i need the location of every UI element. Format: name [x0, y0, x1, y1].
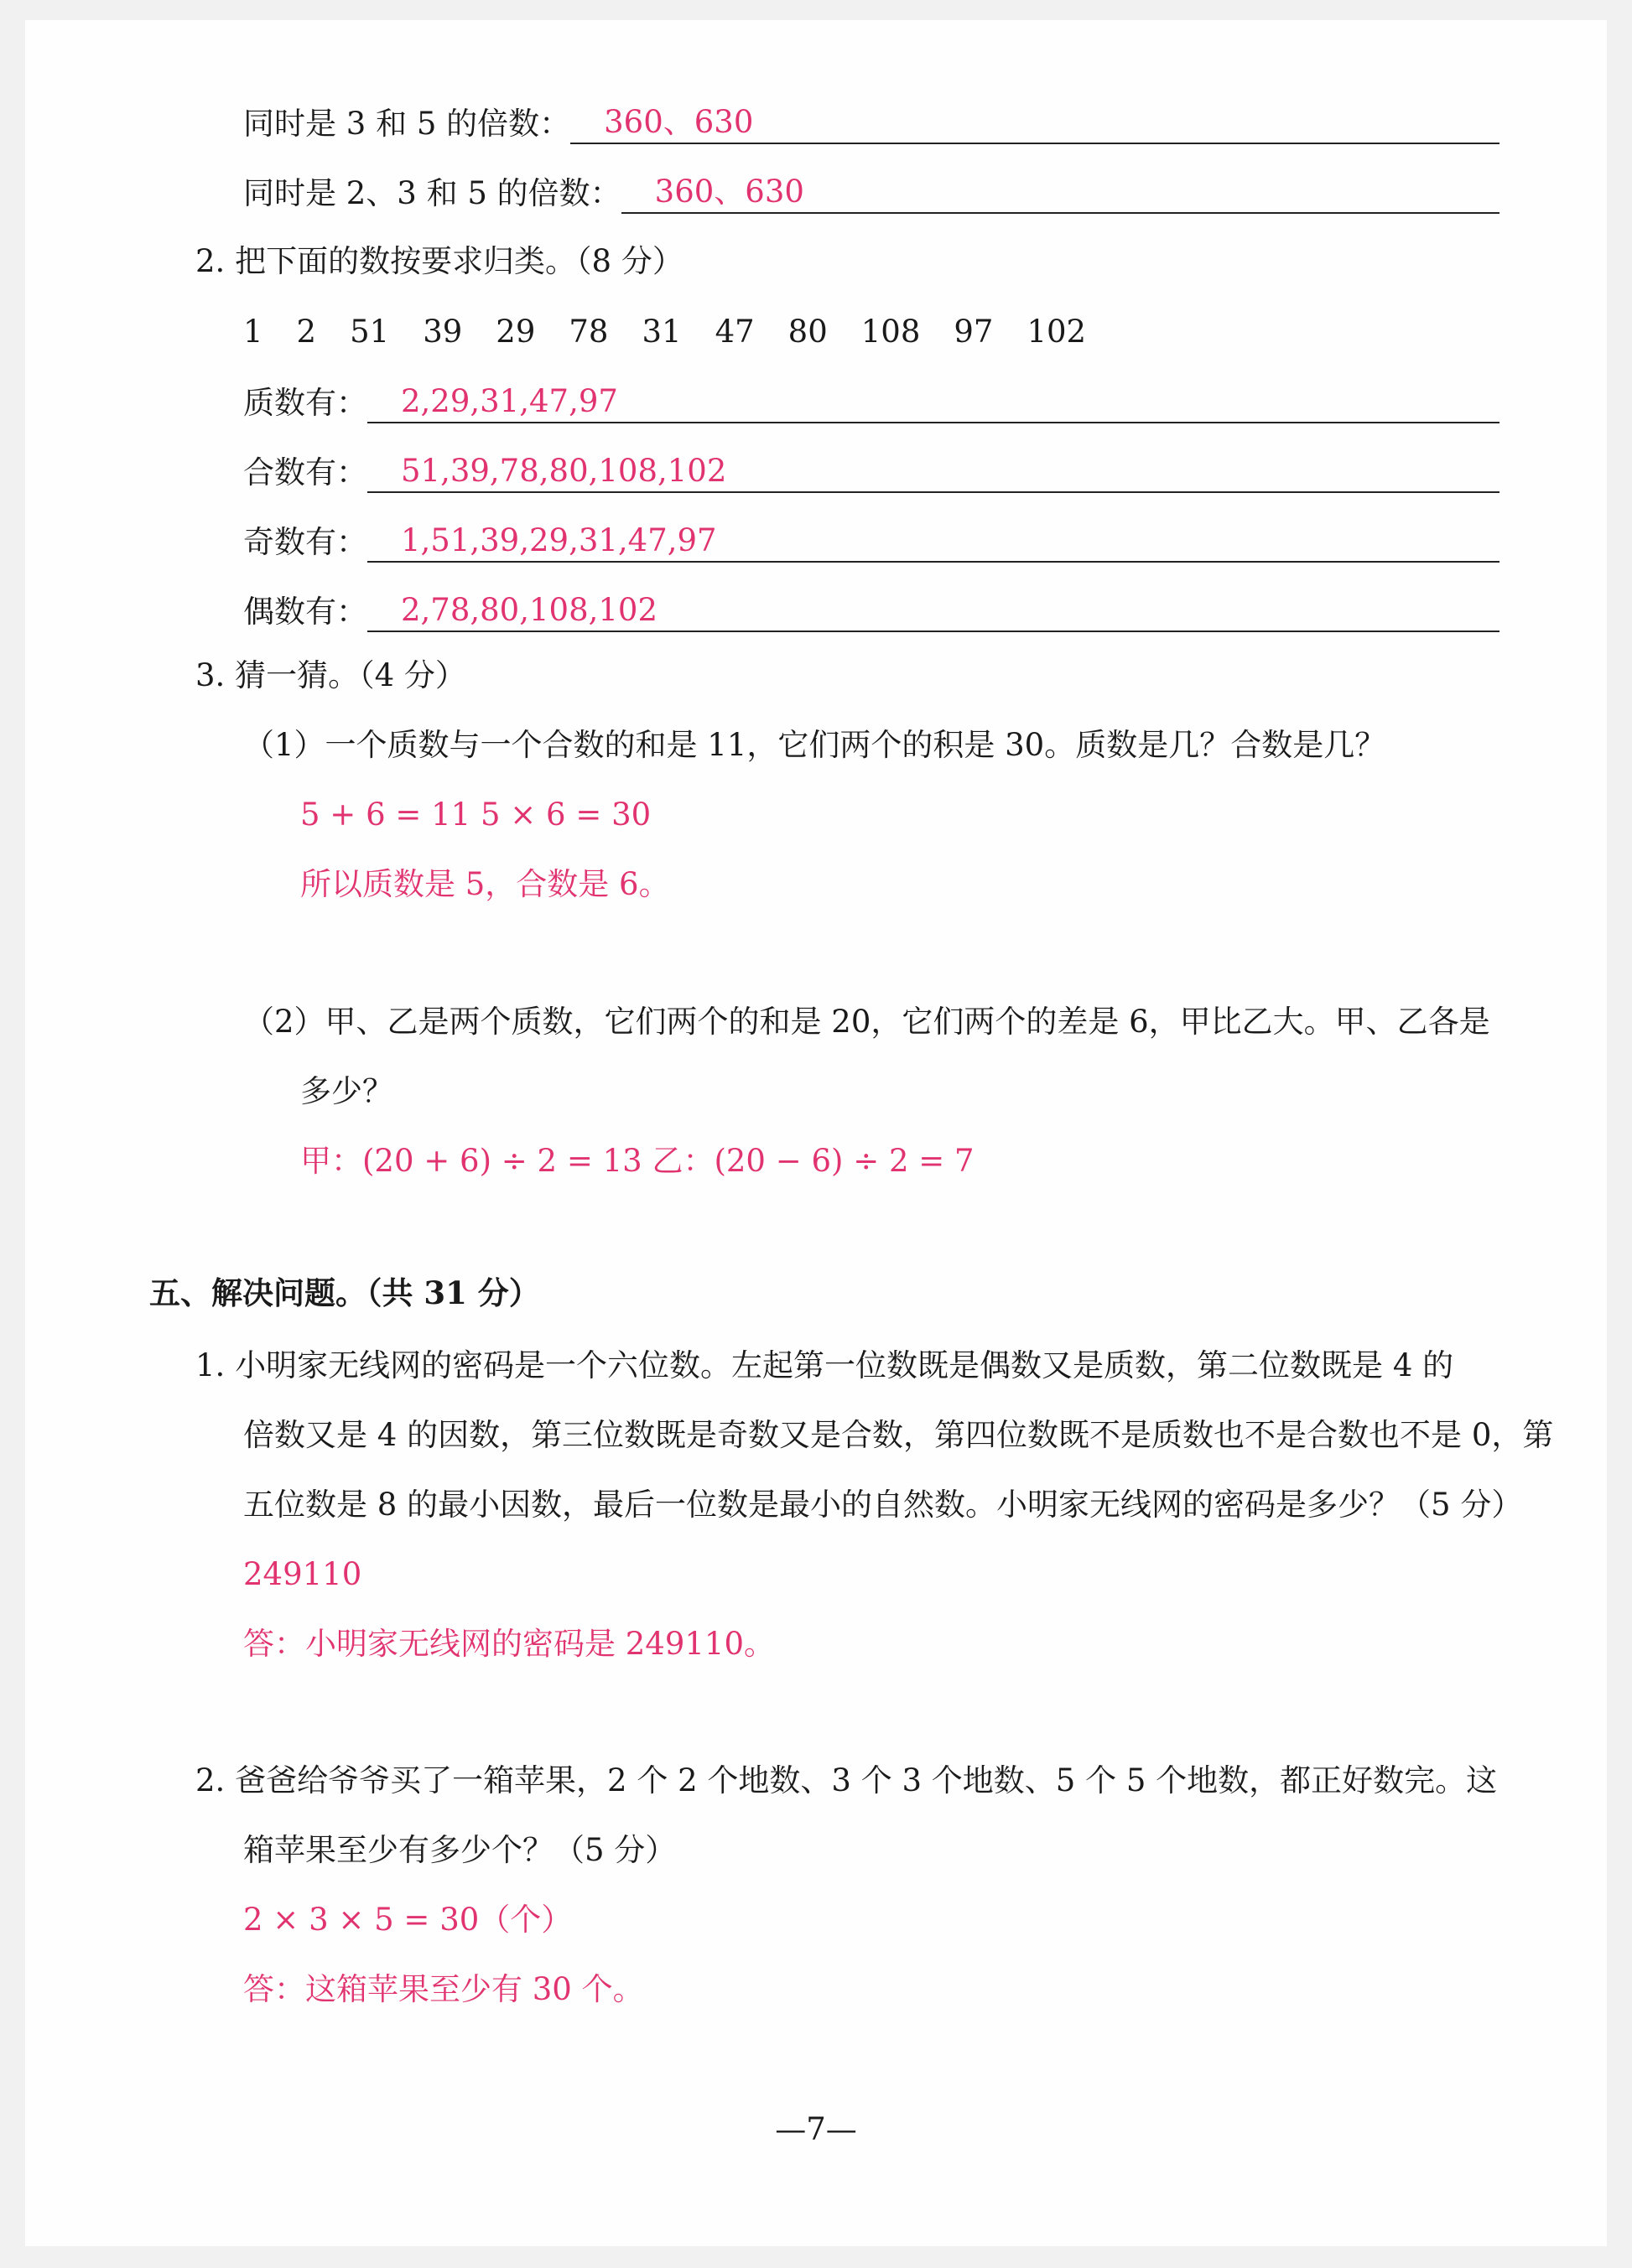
row-label: 同时是 2、3 和 5 的倍数： [243, 175, 621, 211]
answer-blank [367, 451, 1499, 493]
q3-part2-calc: 甲：(20 + 6) ÷ 2 = 13 乙：(20 − 6) ÷ 2 = 7 [300, 1143, 975, 1179]
section5-heading: 五、解决问题。（共 31 分） [149, 1274, 540, 1311]
answer-blank [621, 172, 1499, 214]
row-label: 奇数有： [243, 524, 367, 560]
answer-text: 360、630 [654, 174, 804, 210]
answer-blank [367, 521, 1499, 563]
s5-q2-line1: 2. 爸爸给爷爷买了一箱苹果，2 个 2 个地数、3 个 3 个地数、5 个 5 个地数，都正好数完。这 [195, 1762, 1498, 1798]
q3-part2-question-line1: （2）甲、乙是两个质数，它们两个的和是 20，它们两个的差是 6，甲比乙大。甲、乙各是 [243, 1004, 1490, 1040]
answer-blank [367, 590, 1499, 632]
multiple-of-3-and-5-row [243, 102, 1499, 144]
s5-q2-calc: 2 × 3 × 5 = 30（个） [243, 1902, 573, 1938]
row-label: 偶数有： [243, 594, 367, 630]
row-label: 质数有： [243, 385, 367, 421]
s5-q1-conclusion: 答：小明家无线网的密码是 249110。 [243, 1626, 776, 1662]
number-item: 51 [350, 314, 390, 350]
answer-text: 2,29,31,47,97 [401, 383, 618, 419]
answer-text: 360、630 [604, 104, 754, 140]
s5-q2-line2: 箱苹果至少有多少个？（5 分） [243, 1832, 677, 1868]
q2-title: 2. 把下面的数按要求归类。（8 分） [195, 243, 683, 279]
q3-part1-calc: 5 + 6 = 11 5 × 6 = 30 [300, 797, 652, 833]
q3-part1-conclusion: 所以质数是 5，合数是 6。 [300, 866, 670, 902]
number-item: 78 [569, 314, 609, 350]
page-number: —7— [775, 2111, 857, 2147]
number-item: 2 [296, 314, 317, 350]
number-item: 39 [423, 314, 463, 350]
row-label: 同时是 3 和 5 的倍数： [243, 106, 571, 142]
s5-q1-line1: 1. 小明家无线网的密码是一个六位数。左起第一位数既是偶数又是质数，第二位数既是 4 的 [195, 1347, 1454, 1383]
s5-q1-line3: 五位数是 8 的最小因数，最后一位数是最小的自然数。小明家无线网的密码是多少？（5 分） [243, 1487, 1523, 1523]
answer-blank [367, 381, 1499, 423]
odd-row [243, 521, 1499, 563]
q3-title: 3. 猜一猜。（4 分） [195, 657, 466, 693]
s5-q1-answer: 249110 [243, 1556, 362, 1592]
number-item: 80 [787, 314, 828, 350]
s5-q1-line2: 倍数又是 4 的因数，第三位数既是奇数又是合数，第四位数既不是质数也不是合数也不是 0，第 [243, 1417, 1554, 1453]
number-item: 31 [642, 314, 682, 350]
answer-text: 51,39,78,80,108,102 [401, 453, 727, 489]
even-row [243, 590, 1499, 632]
number-item: 47 [715, 314, 755, 350]
number-list [243, 312, 1120, 352]
number-item: 97 [954, 314, 994, 350]
q3-part2-question-line2: 多少？ [300, 1073, 393, 1109]
s5-q2-conclusion: 答：这箱苹果至少有 30 个。 [243, 1971, 644, 2007]
number-item: 1 [243, 314, 263, 350]
answer-text: 2,78,80,108,102 [401, 592, 657, 628]
prime-row [243, 381, 1499, 423]
answer-text: 1,51,39,29,31,47,97 [401, 522, 717, 558]
composite-row [243, 451, 1499, 493]
answer-blank [570, 102, 1499, 144]
q3-part1-question: （1）一个质数与一个合数的和是 11，它们两个的积是 30。质数是几？合数是几？ [243, 727, 1386, 763]
number-item: 108 [860, 314, 921, 350]
number-item: 29 [496, 314, 536, 350]
multiple-of-2-3-5-row [243, 172, 1499, 214]
row-label: 合数有： [243, 454, 367, 490]
number-item: 102 [1026, 314, 1087, 350]
